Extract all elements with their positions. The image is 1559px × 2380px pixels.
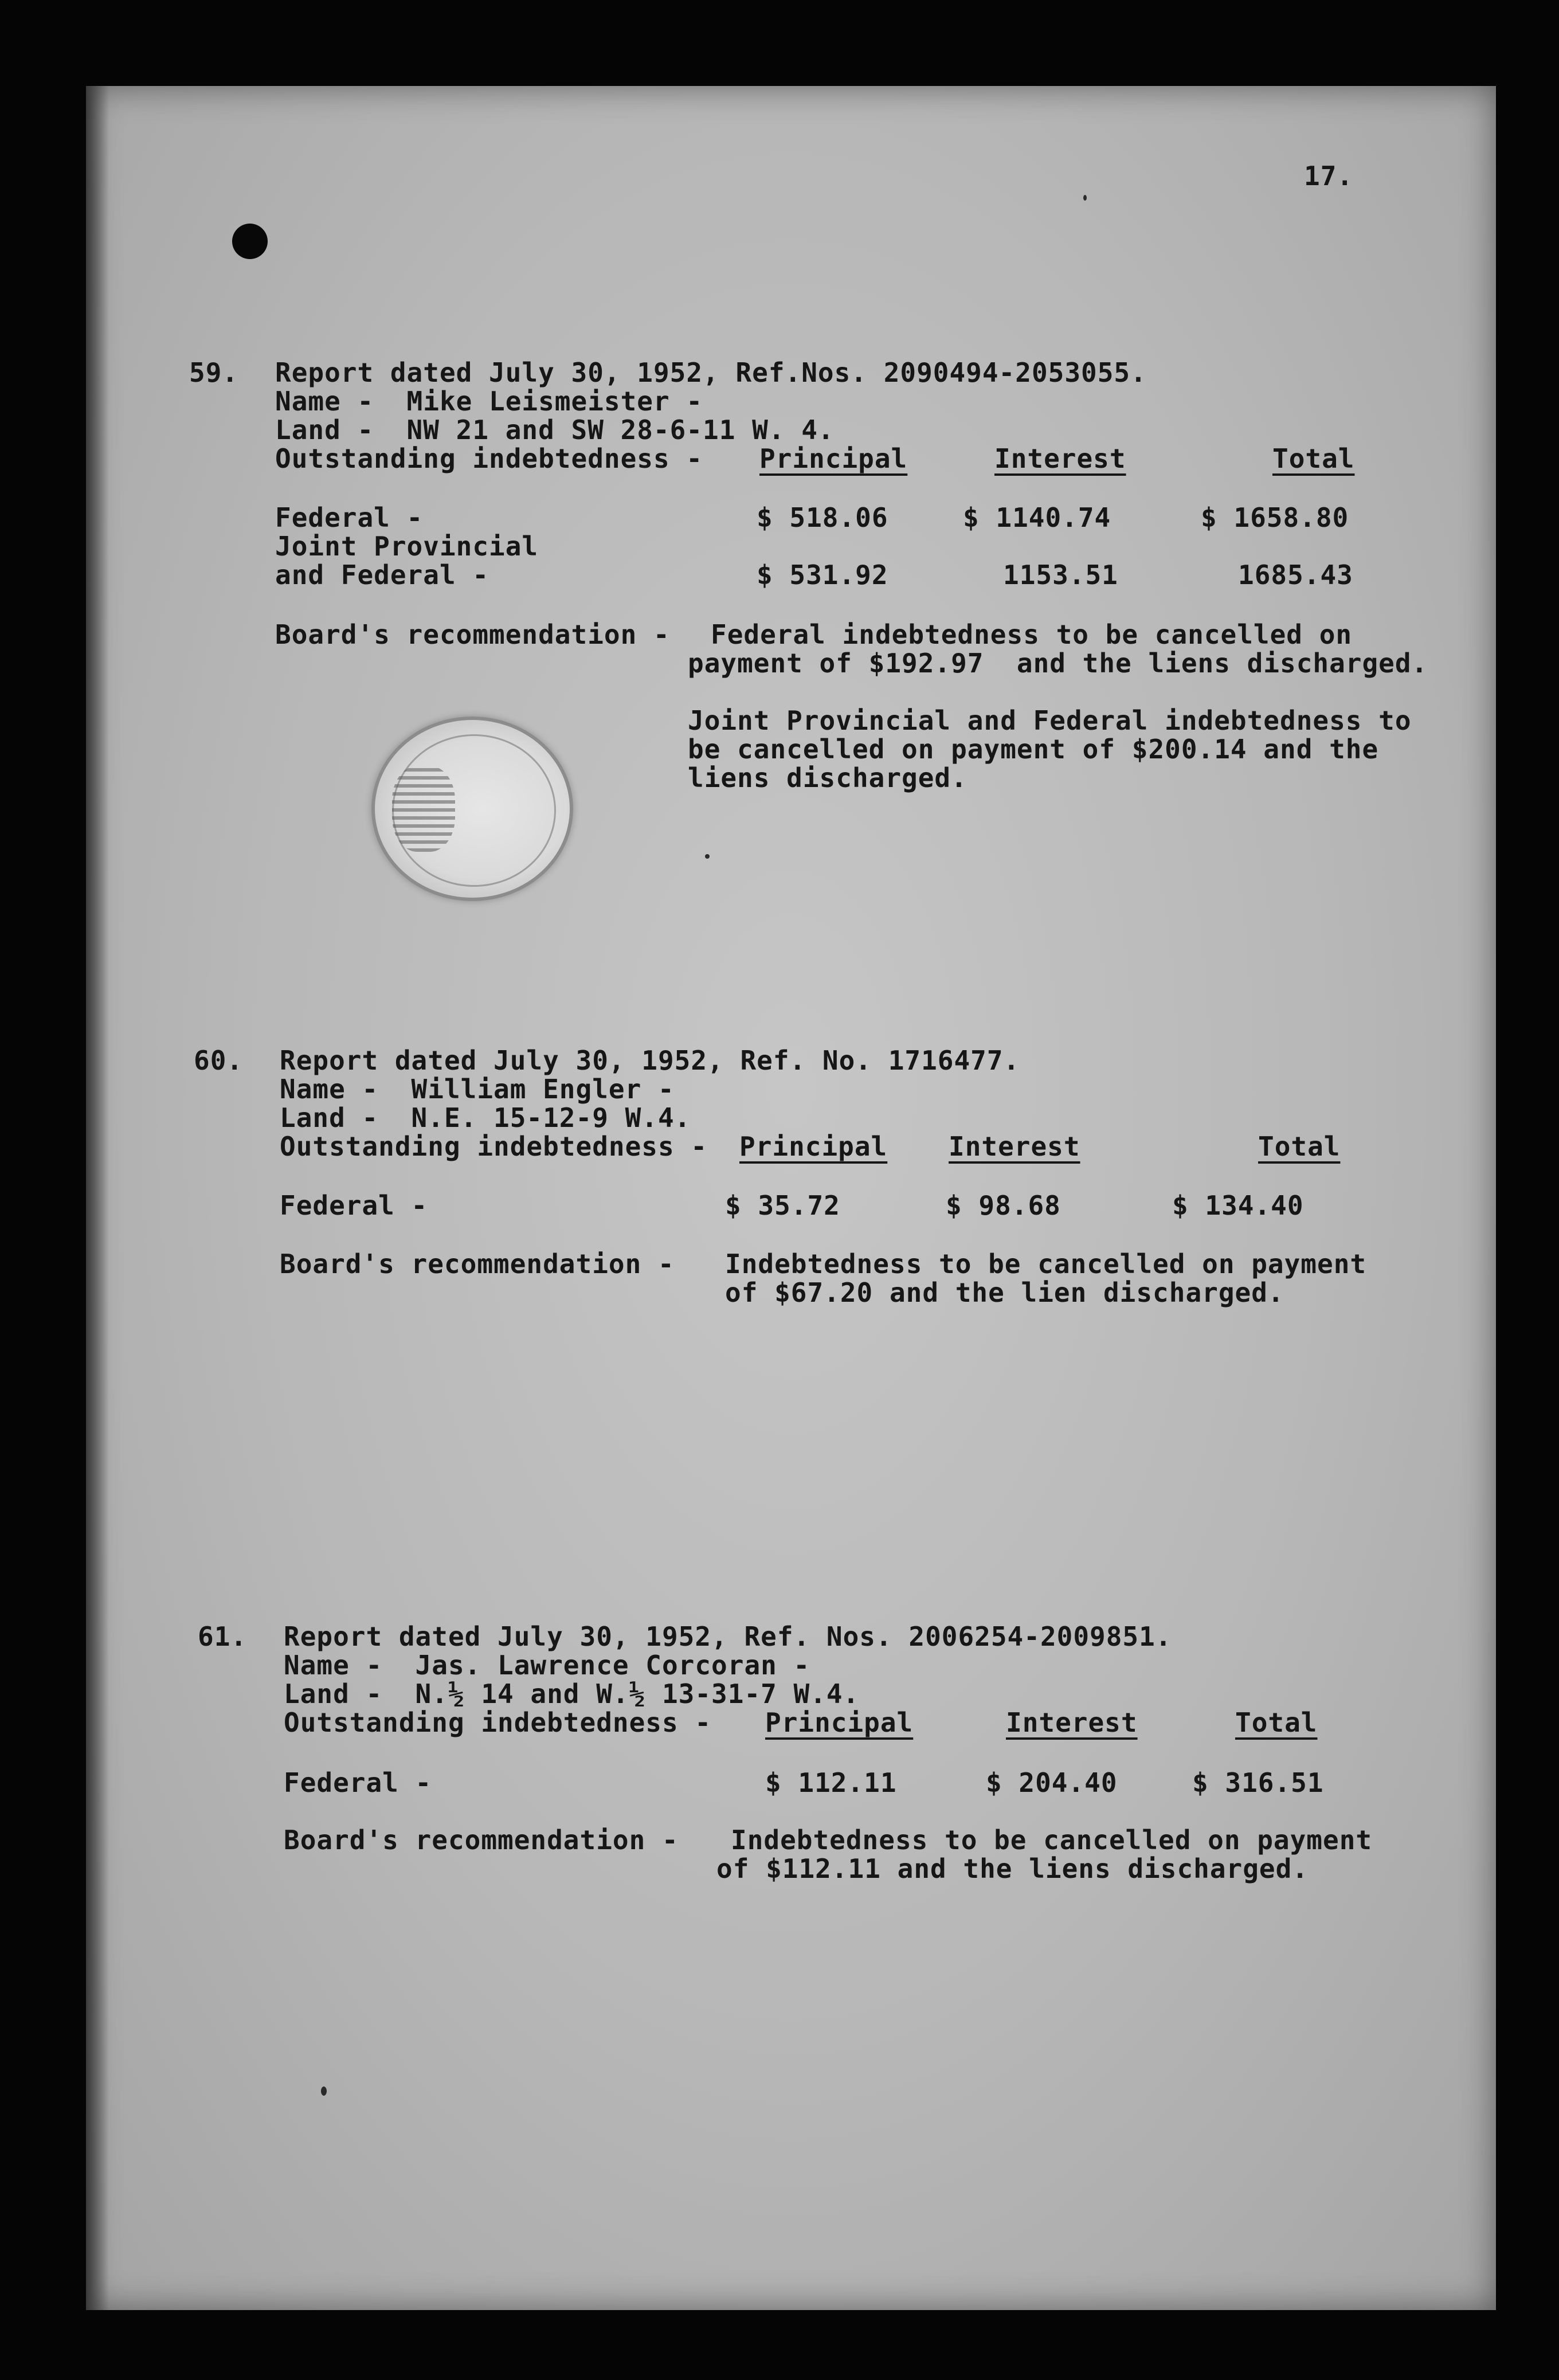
entry-land: Land - N.E. 15-12-9 W.4. [280, 1102, 691, 1133]
header-principal: Principal [739, 1131, 888, 1162]
recommendation-line: of $67.20 and the lien discharged. [725, 1277, 1284, 1308]
outstanding-label: Outstanding indebtedness - [275, 443, 703, 474]
speck [705, 854, 710, 859]
header-total: Total [1235, 1707, 1318, 1738]
outstanding-label: Outstanding indebtedness - [284, 1707, 712, 1738]
entry-report: Report dated July 30, 1952, Ref.Nos. 2090494-2053055. [275, 357, 1147, 388]
row-interest: 1153.51 [1003, 559, 1118, 590]
recommendation-line: liens discharged. [688, 762, 967, 793]
row-principal: $ 518.06 [757, 502, 888, 533]
embossed-seal [371, 717, 573, 901]
row-interest: $ 98.68 [946, 1190, 1061, 1221]
row-total: $ 316.51 [1192, 1767, 1324, 1798]
recommendation-line: Federal indebtedness to be cancelled on [711, 619, 1353, 650]
row-label: Federal - [284, 1767, 432, 1798]
entry-report: Report dated July 30, 1952, Ref. Nos. 2006254-2009851. [284, 1621, 1172, 1652]
recommendation-line: payment of $192.97 and the liens discharged. [688, 648, 1428, 679]
header-principal: Principal [759, 443, 908, 474]
entry-name: Name - Jas. Lawrence Corcoran - [284, 1650, 810, 1681]
row-interest: $ 204.40 [986, 1767, 1118, 1798]
header-interest: Interest [994, 443, 1126, 474]
row-total: 1685.43 [1238, 559, 1353, 590]
row-label-line1: Joint Provincial [275, 531, 539, 562]
page-number: 17. [1304, 161, 1354, 191]
seal-emboss-marks [392, 766, 455, 852]
entry-number: 60. [194, 1045, 244, 1076]
recommendation-line: Indebtedness to be cancelled on payment [725, 1248, 1367, 1279]
outstanding-label: Outstanding indebtedness - [280, 1131, 708, 1162]
entry-land: Land - N.½ 14 and W.½ 13-31-7 W.4. [284, 1678, 860, 1709]
entry-name: Name - Mike Leismeister - [275, 386, 703, 417]
speck [321, 2087, 327, 2096]
entry-report: Report dated July 30, 1952, Ref. No. 1716477. [280, 1045, 1020, 1076]
board-label: Board's recommendation - [284, 1825, 679, 1856]
row-label: Federal - [275, 502, 424, 533]
recommendation-line: Indebtedness to be cancelled on payment [731, 1825, 1373, 1856]
speck [1083, 195, 1087, 201]
row-principal: $ 112.11 [765, 1767, 897, 1798]
board-label: Board's recommendation - [280, 1248, 675, 1279]
header-total: Total [1258, 1131, 1341, 1162]
row-total: $ 134.40 [1172, 1190, 1304, 1221]
entry-land: Land - NW 21 and SW 28-6-11 W. 4. [275, 414, 835, 445]
header-interest: Interest [949, 1131, 1080, 1162]
board-label: Board's recommendation - [275, 619, 670, 650]
recommendation-line: of $112.11 and the liens discharged. [716, 1853, 1309, 1884]
recommendation-line: be cancelled on payment of $200.14 and the [688, 734, 1379, 765]
punch-hole [232, 224, 268, 259]
row-label: Federal - [280, 1190, 428, 1221]
page-shadow-edge [86, 86, 109, 2310]
row-label: and Federal - [275, 559, 489, 590]
entry-number: 61. [198, 1621, 248, 1652]
row-interest: $ 1140.74 [963, 502, 1111, 533]
header-total: Total [1272, 443, 1355, 474]
header-principal: Principal [765, 1707, 914, 1738]
row-principal: $ 35.72 [725, 1190, 840, 1221]
entry-number: 59. [189, 357, 239, 388]
recommendation-line: Joint Provincial and Federal indebtedness to [688, 705, 1412, 736]
row-total: $ 1658.80 [1201, 502, 1349, 533]
header-interest: Interest [1006, 1707, 1138, 1738]
row-principal: $ 531.92 [757, 559, 888, 590]
entry-name: Name - William Engler - [280, 1074, 675, 1105]
